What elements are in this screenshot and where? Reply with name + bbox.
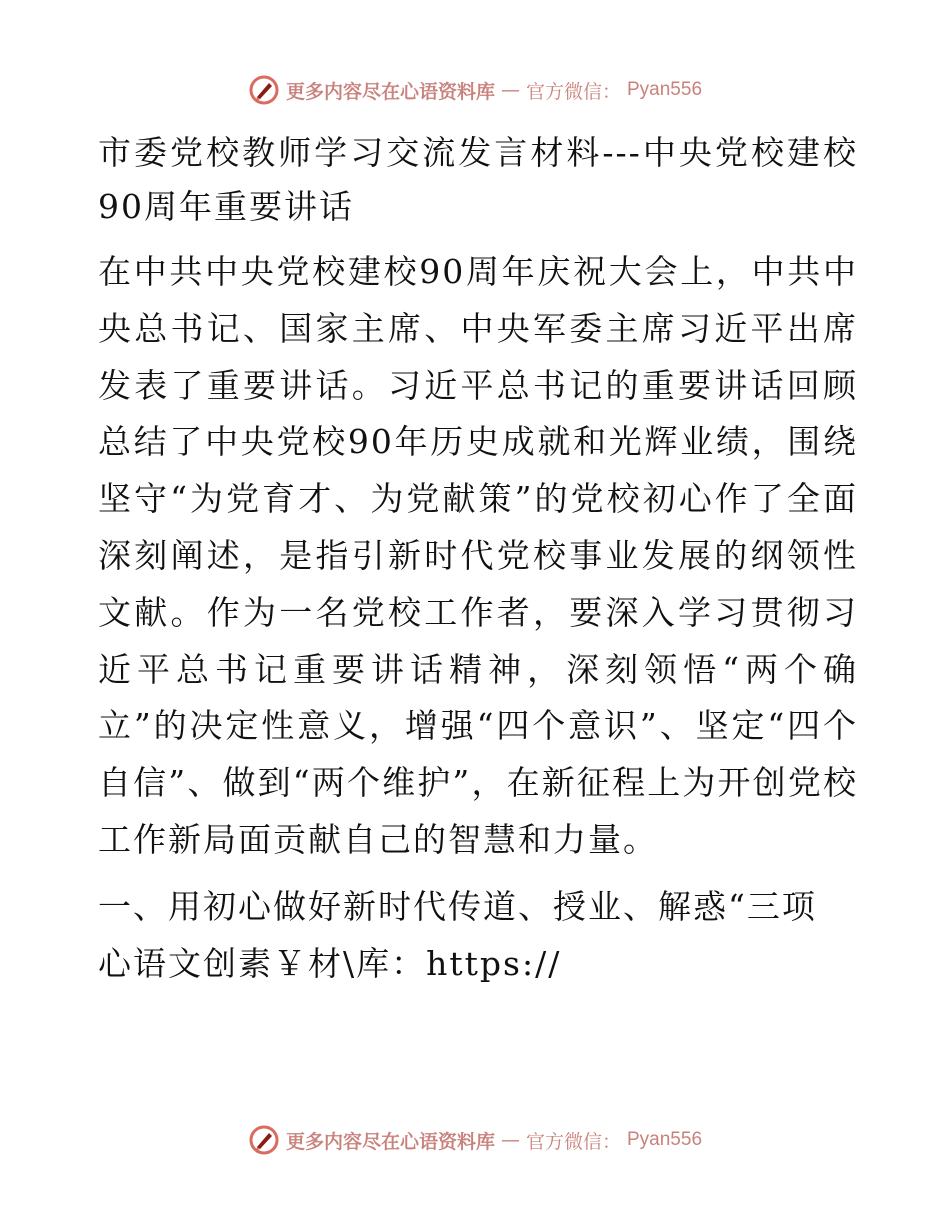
watermark-separator: — [500,1129,520,1151]
document-title: 市委党校教师学习交流发言材料---中央党校建校90周年重要讲话 [98,133,858,226]
pen-logo-icon [248,74,280,106]
pen-logo-icon [248,1124,280,1156]
trailing-text: 心语文创素￥材\库：https:// [98,943,562,983]
document-body [98,126,858,992]
watermark-header [0,70,950,110]
watermark-wechat-id: Pyan556 [627,1129,703,1150]
watermark-promo-text: 更多内容尽在心语资料库 [285,1130,495,1153]
watermark-wechat-label: 官方微信： [525,1130,621,1153]
watermark-separator: — [500,79,520,101]
watermark-promo-text: 更多内容尽在心语资料库 [285,80,495,103]
section-heading: 一、用初心做好新时代传道、授业、解惑“三项 [98,886,817,926]
document-paragraph: 在中共中央党校建校90周年庆祝大会上，中共中央总书记、国家主席、中央军委主席习近平出席发表了重要讲话。习近平总书记的重要讲话回顾总结了中央党校90年历史成就和光辉业绩，围绕坚守“为党育才、为党献策”的党校初心作了全面深刻阐述，是指引新时代党校事业发展的纲领性文献。作为一名党校工作者，要深入学习贯彻习近平总书记重要讲话精神，深刻领悟“两个确立”的决定性意义，增强“四个意识”、坚定“四个自信”、做到“两个维护”，在新征程上为开创党校工作新局面贡献自己的智慧和力量。 [98,252,858,859]
watermark-wechat-id: Pyan556 [627,79,703,100]
watermark-wechat-label: 官方微信： [525,80,621,103]
watermark-footer [0,1120,950,1160]
